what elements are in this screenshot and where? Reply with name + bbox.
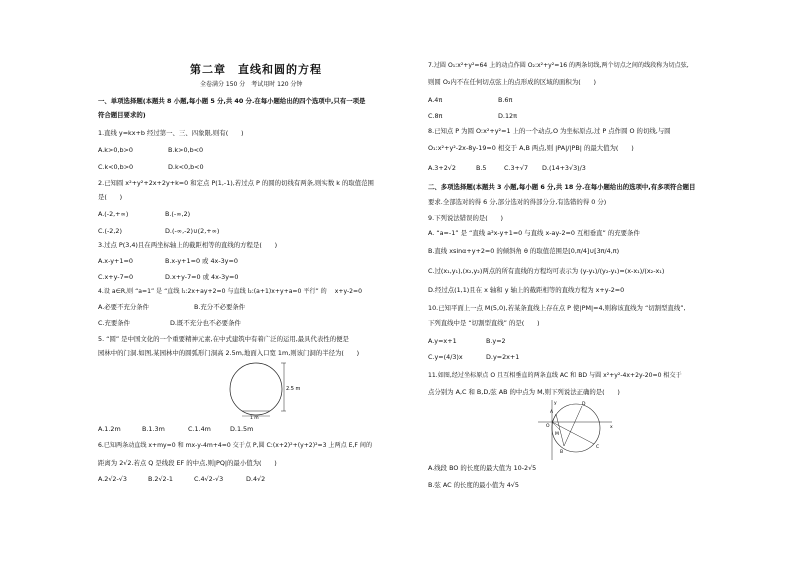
height-label: 2.5 m <box>286 386 301 392</box>
q4-option-b: B.充分不必要条件 <box>194 303 246 311</box>
section-heading-single-choice-cont: 符合题目要求的) <box>98 111 146 119</box>
question-4: 4.设 a∈R,则 “a=1” 是 “直线 l₁:2x+ay+2=0 与直线 l₂:(a+1)x+y+a=0 平行” 的 x+y-2=0 <box>98 288 363 295</box>
q8-option-c: C.3+√7 <box>504 164 529 172</box>
section-heading-multi-choice-cont: 要求.全部选对的得 6 分,部分选对的得部分分,有选错的得 0 分) <box>428 198 607 206</box>
label-y: y <box>554 401 557 406</box>
label-c: C <box>596 445 600 450</box>
q4-option-c: C.充要条件 <box>98 319 131 327</box>
label-x: x <box>610 425 613 430</box>
question-8-cont: O₁:x²+y²-2x-8y-19=0 相交于 A,B 两点,则 |PA|/|PB| 的最大值为( ) <box>428 144 634 152</box>
question-2-cont: 是( ) <box>98 193 123 201</box>
q10-option-c: C.y=(4/3)x <box>428 353 463 361</box>
q7-option-c: C.8π <box>428 112 443 120</box>
label-o: O <box>546 424 550 429</box>
q6-option-b: B.2√2-1 <box>148 475 173 483</box>
q11-option-a: A.线段 BO 的长度的最大值为 10-2√5 <box>428 464 537 472</box>
chord-bd <box>564 406 582 446</box>
q6-option-c: C.4√2-√3 <box>194 475 224 483</box>
q7-option-d: D.12π <box>498 112 517 120</box>
width-label: 1 m <box>250 416 259 420</box>
q1-option-c: C.k<0,b>0 <box>98 163 134 171</box>
label-m: M <box>555 432 559 437</box>
question-10-cont: 下列直线中是 “切割型直线” 的是( ) <box>428 319 540 327</box>
q8-option-b: B.5 <box>476 164 487 172</box>
door-arch-figure <box>220 360 310 420</box>
q7-option-a: A.4π <box>428 96 443 104</box>
question-8: 8.已知点 P 为圆 O:x²+y²=1 上的一个动点,O 为坐标原点,过 P 点作圆 O 的切线,与圆 <box>428 127 671 135</box>
q2-option-b: B.(-∞,2) <box>165 210 191 218</box>
question-10: 10.已知平面上一点 M(5,0),若某条直线上存在点 P 使|PM|=4,则称该直线为 “切割型直线”, <box>428 304 686 312</box>
question-3: 3.过点 P(3,4)且在两坐标轴上的截距相等的直线的方程是( ) <box>98 241 278 249</box>
question-6: 6.已知两条动直线 x+my=0 和 mx-y-4m+4=0 交于点 P,圆 C:(x+2)²+(y+2)²=3 上两点 E,F 间的 <box>98 442 373 449</box>
q6-option-a: A.2√2-√3 <box>98 475 127 483</box>
question-6-cont: 距离为 2√2.若点 Q 是线段 EF 的中点,则|PQ|的最小值为( ) <box>98 459 277 467</box>
q10-option-d: D.y=2x+1 <box>486 353 520 361</box>
q5-option-d: D.1.5m <box>230 425 254 433</box>
question-5: 5. “圆” 是中国文化的一个重要精神元素,在中式建筑中有着广泛的运用,最具代表性的便是 <box>98 335 349 343</box>
q7-option-b: B.6π <box>498 96 513 104</box>
q8-option-d: D.(14+3√3)/3 <box>542 164 586 172</box>
q3-option-d: D.x+y-7=0 或 4x-3y=0 <box>165 273 239 281</box>
q1-option-a: A.k>0,b>0 <box>98 146 133 154</box>
question-11: 11.如图,经过坐标原点 O 且互相垂直的两条直线 AC 和 BD 与圆 x²+y²-4x+2y-20=0 相交于 <box>428 372 682 379</box>
arch-circle <box>230 363 282 415</box>
q4-option-a: A.必要不充分条件 <box>98 303 150 311</box>
q6-option-d: D.4√2 <box>246 475 266 483</box>
question-7-cont: 则圆 O₂内不在任何切点弦上的点形成的区域的面积为( ) <box>428 78 596 86</box>
chord-ac <box>552 414 594 444</box>
q3-option-a: A.x-y+1=0 <box>98 257 133 265</box>
q5-option-c: C.1.4m <box>188 425 211 433</box>
question-7: 7.过圆 O₁:x²+y²=64 上的动点作圆 O₂:x²+y²=16 的两条切线,两个切点之间的线段称为切点弦, <box>428 62 689 69</box>
q8-option-a: A.3+2√2 <box>428 164 456 172</box>
section-heading-single-choice: 一、单项选择题(本题共 8 小题,每小题 5 分,共 40 分.在每小题给出的四个选项中,只有一项是 <box>98 97 366 105</box>
q10-option-b: B.y=2 <box>486 337 506 345</box>
section-heading-multi-choice: 二、多项选择题(本题共 3 小题,每小题 6 分,共 18 分.在每小题给出的选项中,有多项符合题目 <box>428 183 696 191</box>
q9-option-d: D.经过点(1,1)且在 x 轴和 y 轴上的截距相等的直线方程为 x+y-2=0 <box>428 286 625 294</box>
label-d: D <box>582 402 586 407</box>
question-11-cont: 点分别为 A,C 和 B,D,弦 AB 的中点为 M,则下列说法正确的是( ) <box>428 388 620 396</box>
q3-option-b: B.x-y+1=0 或 4x-3y=0 <box>165 257 238 265</box>
question-5-cont: 园林中的门洞.如图,某园林中的圆弧形门洞高 2.5m,地面入口宽 1m,则该门洞的半径为( ) <box>98 349 360 357</box>
q1-option-d: D.k<0,b<0 <box>168 163 204 171</box>
q10-option-a: A.y=x+1 <box>428 337 457 345</box>
q4-option-d: D.既不充分也不必要条件 <box>170 319 241 327</box>
label-b: B <box>560 450 564 455</box>
q1-option-b: B.k>0,b<0 <box>168 146 204 154</box>
q9-option-a: A. “a=-1” 是 “直线 a²x-y+1=0 与直线 x-ay-2=0 互相垂直” 的充要条件 <box>428 229 640 237</box>
question-9: 9.下列说法错误的是( ) <box>428 214 503 222</box>
q2-option-a: A.(-2,+∞) <box>98 210 129 218</box>
exam-info: 全卷满分 150 分 考试用时 120 分钟 <box>200 81 303 88</box>
q9-option-b: B.直线 xsinα+y+2=0 的倾斜角 θ 的取值范围是[0,π/4]∪[3π/4,π) <box>428 247 620 255</box>
q2-option-d: D.(-∞,-2)∪(2,+∞) <box>165 227 220 235</box>
q3-option-c: C.x+y-7=0 <box>98 273 134 281</box>
label-a: A <box>550 410 554 415</box>
question-2: 2.已知圆 x²+y²+2x+2y+k=0 和定点 P(1,-1),若过点 P 的圆的切线有两条,则实数 k 的取值范围 <box>98 179 374 187</box>
page-title: 第二章 直线和圆的方程 <box>190 63 322 76</box>
q2-option-c: C.(-2,2) <box>98 227 122 235</box>
q11-option-b: B.弦 AC 的长度的最小值为 4√5 <box>428 481 519 489</box>
q5-option-b: B.1.3m <box>142 425 165 433</box>
q9-option-c: C.过(x₁,y₁),(x₂,y₂)两点的所有直线的方程均可表示为 (y-y₁)/(y₂-y₁)=(x-x₁)/(x₂-x₁) <box>428 267 665 275</box>
q5-option-a: A.1.2m <box>98 425 121 433</box>
main-circle <box>552 404 600 452</box>
question-1: 1.直线 y=kx+b 经过第一、三、四象限,则有( ) <box>98 129 244 137</box>
circle-chords-figure <box>536 398 616 462</box>
